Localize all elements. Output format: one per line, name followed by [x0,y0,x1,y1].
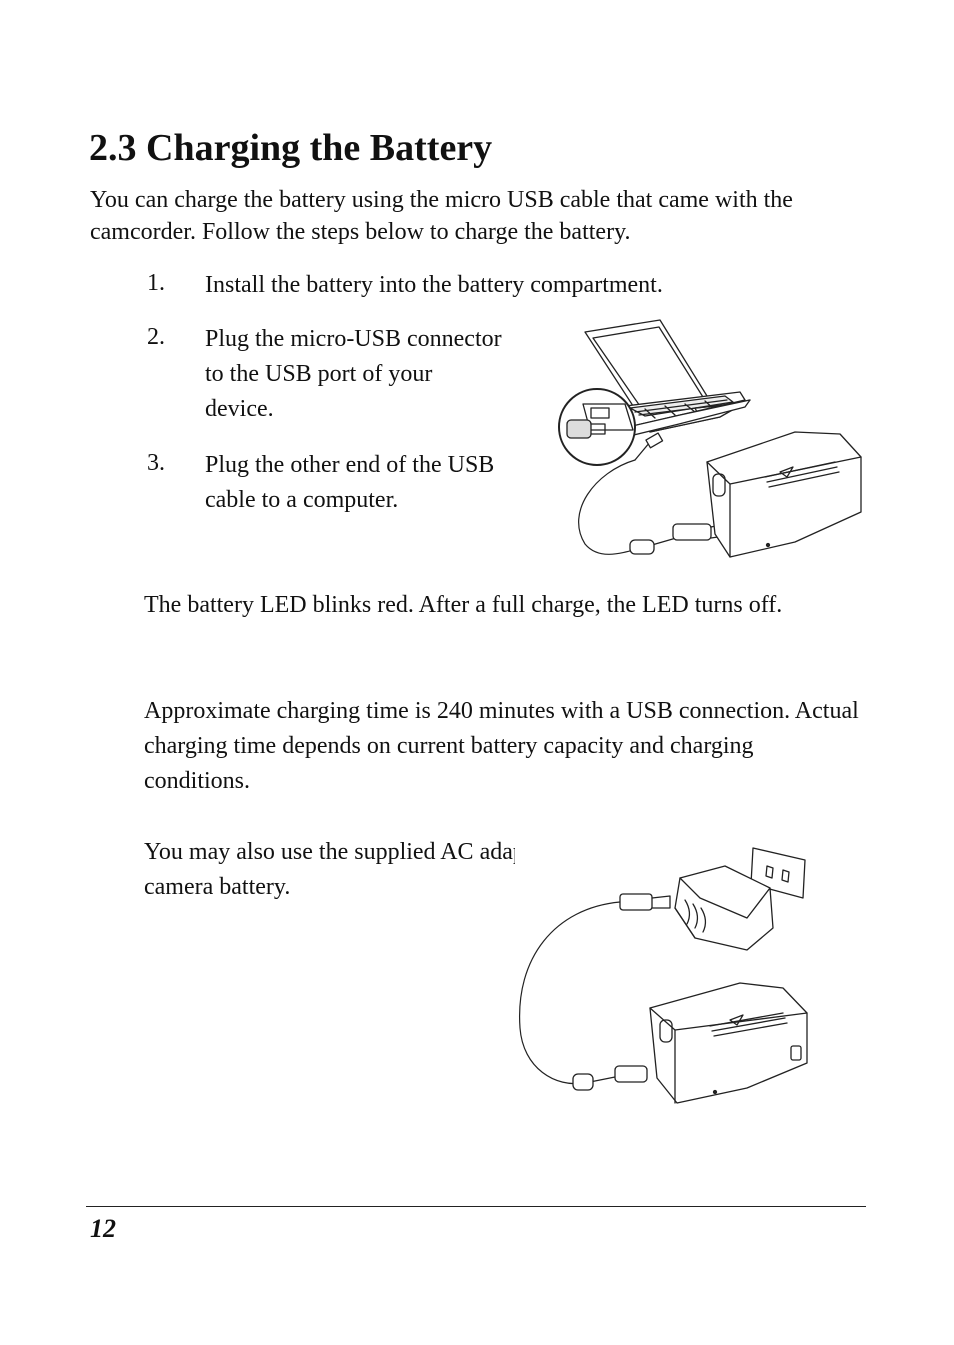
page-number: 12 [90,1214,116,1243]
zoom-callout-circle [559,389,635,465]
step-2-number: 2. [147,324,165,350]
led-paragraph: The battery LED blinks red. After a full charge, the LED turns off. [144,592,783,618]
section-heading: 2.3 Charging the Battery [89,127,493,169]
footer-rule [86,1206,866,1207]
step-1-number: 1. [147,270,165,296]
ac-adapter-paragraph: You may also use the supplied AC adapter to charge camera battery. [144,839,645,900]
intro-paragraph: You can charge the battery using the micro USB cable that came with the camcorder. Follow the steps below to charge the battery. [90,187,793,245]
laptop-usb-charging-figure [555,312,867,562]
camcorder-illustration [707,432,861,557]
ac-adapter-charging-figure [515,838,815,1108]
step-3-text: Plug the other end of the USB cable to a computer. [205,452,495,513]
step-3-number: 3. [147,450,165,476]
charging-time-paragraph: Approximate charging time is 240 minutes with a USB connection. Actual charging time depends on current battery capacity and charging conditions. [144,698,859,794]
step-1-text: Install the battery into the battery compartment. [205,272,663,298]
usb-cable [520,894,670,1090]
step-2-text: Plug the micro-USB connector to the USB port of your device. [205,326,502,422]
camcorder-illustration [650,983,807,1103]
